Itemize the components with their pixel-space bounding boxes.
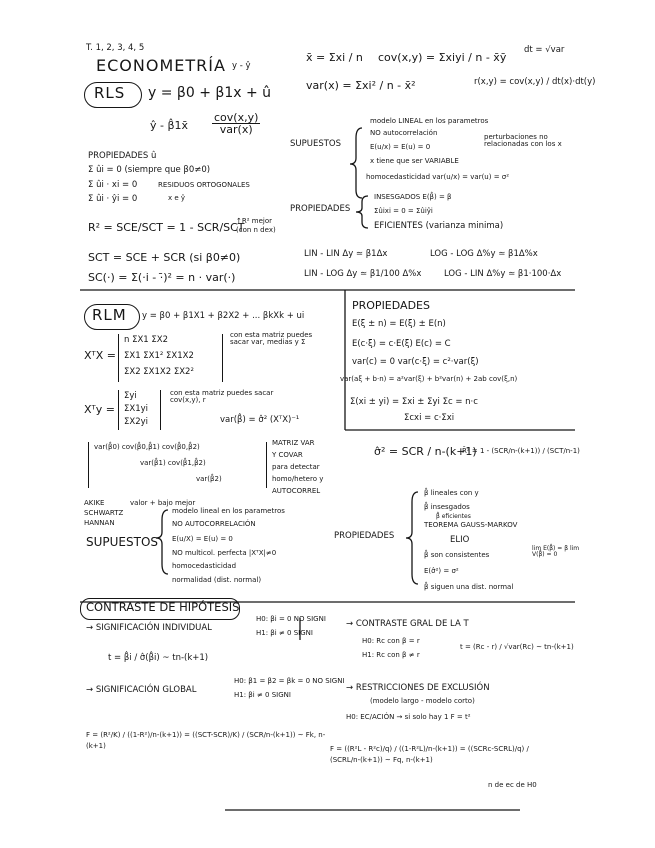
criteria-1: SCHWARTZ — [84, 509, 124, 517]
supuestos1-item-4: homocedasticidad var(u/x) = var(u) = σ² — [366, 173, 510, 181]
supuestos1-label: SUPUESTOS — [290, 139, 342, 149]
mean-formula: x̄ = Σxi / n — [306, 51, 363, 64]
varcov-note-1: Y COVAR — [272, 451, 303, 459]
ind-h1: H1: βi ≠ 0 SIGNI — [256, 629, 313, 637]
sigma-hat: σ̂² = SCR / n-(k+1) — [374, 445, 477, 458]
propiedades-brace — [356, 196, 368, 228]
xty-bracket-left — [118, 390, 119, 430]
sig-global: → SIGNIFICACIÓN GLOBAL — [86, 685, 197, 695]
props-u-3: Σ ûi · ŷi = 0 — [88, 194, 138, 204]
supuestos2-item-4: homocedasticidad — [172, 562, 237, 570]
r2-note-2: (con n dex) — [236, 226, 276, 234]
var-beta: var(β̂) = σ̂² (XᵀX)⁻¹ — [220, 415, 300, 425]
r-formula: r(x,y) = cov(x,y) / dt(x)·dt(y) — [474, 77, 596, 87]
rlm-prop-7: β̂ siguen una dist. normal — [424, 583, 514, 591]
props-u-2: Σ ûi · xi = 0 — [88, 180, 138, 190]
xtx-bracket-left — [118, 334, 119, 382]
glob-h1: H1: βi ≠ 0 SIGNI — [234, 691, 291, 699]
expect-0: E(ξ ± n) = E(ξ) ± E(n) — [352, 319, 446, 329]
rls-label: RLS — [94, 84, 126, 102]
criteria-0: AKIKE — [84, 499, 105, 507]
expect-1: E(c·ξ) = c·E(ξ) E(c) = C — [352, 339, 451, 349]
varcov-note-4: AUTOCORREL — [272, 487, 321, 495]
r-bar: R̄² = 1 - (SCR/n-(k+1)) / (SCT/n-1) — [462, 447, 580, 455]
expect-head: PROPIEDADES — [352, 299, 430, 312]
props-u-head: PROPIEDADES û — [88, 151, 157, 161]
r2-formula: R² = SCE/SCT = 1 - SCR/SCT — [88, 221, 245, 234]
t-stat: t = β̂i / σ̂(β̂i) ~ tn-(k+1) — [108, 653, 209, 663]
varcov-bracket-left — [88, 442, 89, 488]
f-global: F = (R²/K) / ((1-R²)/n-(k+1)) = ((SCT-SCR)/K) / (SCR/n-(k+1)) ~ Fk, n-(k+1) — [86, 731, 326, 750]
propiedades2-label: PROPIEDADES — [334, 531, 395, 541]
consist-note: lim E(β̂) = β lim V(β̂) = 0 — [532, 545, 580, 558]
loglog: LOG - LOG Δ%y ≃ β1Δ%x — [430, 249, 538, 259]
xty-note: con esta matriz puedes sacar cov(x,y), r — [170, 389, 274, 404]
loglin: LOG - LIN Δ%y ≃ β1·100·Δx — [444, 269, 562, 279]
page-range: T. 1, 2, 3, 4, 5 — [86, 43, 145, 53]
props-u-3-note: x e ŷ — [168, 194, 186, 202]
supuestos2-item-2: E(u/X) = E(u) = 0 — [172, 535, 233, 543]
rls-model: y = β0 + β1x + û — [148, 85, 272, 101]
xty-bracket-right — [160, 390, 161, 430]
supuestos2-item-3: NO multicol. perfecta |XᵀX|≠0 — [172, 549, 277, 557]
supuestos1-note: perturbaciones no relacionadas con los x — [484, 133, 562, 148]
restricciones: → RESTRICCIONES DE EXCLUSIÓN — [346, 683, 490, 693]
propiedades1-item-0: INSESGADOS E(β̂) = β — [374, 193, 452, 201]
xty-row-2: ΣX2yi — [124, 417, 148, 427]
varcov-row-0: var(β̂0) cov(β̂0,β̂1) cov(β̂0,β̂2) — [94, 443, 200, 451]
expect-2: var(c) = 0 var(c·ξ) = c²·var(ξ) — [352, 357, 479, 367]
var-formula: var(x) = Σxi² / n - x̄² — [306, 79, 416, 92]
xtx-label: XᵀX = — [84, 349, 117, 362]
propiedades1-item-1: Σûixi = 0 = Σûiŷi — [374, 207, 433, 215]
rlm-prop-1: β̂ insesgados — [424, 503, 470, 511]
supuestos2-item-1: NO AUTOCORRELACIÓN — [172, 520, 256, 528]
sums-1: Σcxi = c·Σxi — [404, 413, 455, 423]
xtx-row-2: ΣX2 ΣX1X2 ΣX2² — [124, 367, 194, 377]
varcov-row-2: var(β̂2) — [196, 475, 222, 483]
rlm-prop-5: β̂ son consistentes — [424, 551, 490, 559]
gral-h0: H0: Rc con β = r — [362, 637, 420, 645]
expect-3: var(aξ + b·n) = a²var(ξ) + b²var(n) + 2ab cov(ξ,n) — [340, 375, 518, 383]
sc-formula: SC(·) = Σ(·i - ·̄)² = n · var(·) — [88, 271, 236, 284]
supuestos2-item-0: modelo lineal en los parametros — [172, 507, 285, 515]
rlm-prop-6: E(σ̂²) = σ² — [424, 567, 459, 575]
rlm-label: RLM — [92, 306, 127, 324]
props-u-1: Σ ûi = 0 (siempre que β0≠0) — [88, 165, 211, 175]
rlm-prop-3: TEOREMA GAUSS-MARKOV — [424, 521, 518, 529]
glob-h0: H0: β1 = β2 = βk = 0 NO SIGNI — [234, 677, 345, 685]
dt-formula: dt = √var — [524, 45, 565, 55]
supuestos2-label: SUPUESTOS — [86, 535, 159, 549]
varcov-bracket-right — [266, 442, 267, 488]
supuestos2-item-5: normalidad (dist. normal) — [172, 576, 262, 584]
varcov-note-3: homo/hetero y — [272, 475, 324, 483]
linlin: LIN - LIN Δy ≃ β1Δx — [304, 249, 388, 259]
gral-t: t = (Rc - r) / √var(Rc) ~ tn-(k+1) — [460, 643, 574, 651]
sums-0: Σ(xi ± yi) = Σxi ± Σyi Σc = n·c — [350, 397, 478, 407]
rlm-model: y = β0 + β1X1 + β2X2 + ... βkXk + ui — [142, 311, 305, 321]
rlm-prop-0: β̂ lineales con y — [424, 489, 479, 497]
xtx-row-0: n ΣX1 ΣX2 — [124, 335, 168, 345]
rlm-prop-4: ELIO — [450, 535, 470, 545]
xty-row-0: Σyi — [124, 391, 137, 401]
varcov-note-2: para detectar — [272, 463, 320, 471]
restr-h0: H0: EC/ACIÓN → si solo hay 1 F = t² — [346, 713, 471, 721]
restr-sub: (modelo largo - modelo corto) — [370, 697, 475, 705]
ind-h0: H0: βi = 0 NO SIGNI — [256, 615, 326, 623]
n-restr-note: n de ec de H0 — [488, 781, 537, 789]
cov-formula: cov(x,y) = Σxiyi / n - x̄ȳ — [378, 51, 507, 64]
xtx-note: con esta matriz puedes sacar var, medias y Σ — [230, 331, 313, 346]
f-restr: F = ((R²L - R²c)/q) / ((1-R²L)/n-(k+1)) = ((SCRc-SCRL)/q) / (SCRL/n-(k+1)) ~ Fq, n-(k+1) — [330, 745, 529, 764]
r2-note-1: ↑R² mejor — [236, 217, 272, 225]
xtx-row-1: ΣX1 ΣX1² ΣX1X2 — [124, 351, 194, 361]
varcov-note-0: MATRIZ VAR — [272, 439, 315, 447]
rls-beta1: $\frac{\text{cov(x,y)}}{\text{var(x)}}$ — [214, 111, 259, 136]
propiedades2-brace — [406, 492, 418, 584]
varcov-row-1: var(β̂1) cov(β̂1,β̂2) — [140, 459, 206, 467]
criteria-2: HANNAN — [84, 519, 115, 527]
rls-beta0: ŷ - β̂1x̄ — [150, 119, 189, 132]
sig-individual: → SIGNIFICACIÓN INDIVIDUAL — [86, 623, 212, 633]
xty-label: Xᵀy = — [84, 403, 115, 416]
sct-formula: SCT = SCE + SCR (si β0≠0) — [88, 251, 241, 264]
supuestos1-item-2: E(u/x) = E(u) = 0 — [370, 143, 431, 151]
propiedades1-item-2: EFICIENTES (varianza minima) — [374, 221, 504, 231]
xty-row-1: ΣX1yi — [124, 404, 148, 414]
page-title: ECONOMETRÍA — [96, 56, 226, 75]
supuestos1-item-1: NO autocorrelación — [370, 129, 438, 137]
supuestos1-item-3: x tiene que ser VARIABLE — [370, 157, 459, 165]
criteria-note: valor + bajo mejor — [130, 499, 196, 507]
linlog: LIN - LOG Δy ≃ β1/100 Δ%x — [304, 269, 422, 279]
supuestos1-item-0: modelo LINEAL en los parametros — [370, 117, 489, 125]
xtx-bracket-right — [222, 334, 223, 382]
title-note: y - ŷ — [232, 61, 251, 71]
gral-h1: H1: Rc con β ≠ r — [362, 651, 420, 659]
props-u-2-note: RESIDUOS ORTOGONALES — [158, 181, 250, 189]
rlm-prop-2: β̂ eficientes — [436, 513, 471, 520]
contraste-gral: → CONTRASTE GRAL DE LA T — [346, 619, 469, 629]
supuestos-brace — [350, 128, 362, 198]
contraste-title: CONTRASTE DE HIPÓTESIS — [86, 600, 240, 614]
propiedades1-label: PROPIEDADES — [290, 204, 351, 214]
